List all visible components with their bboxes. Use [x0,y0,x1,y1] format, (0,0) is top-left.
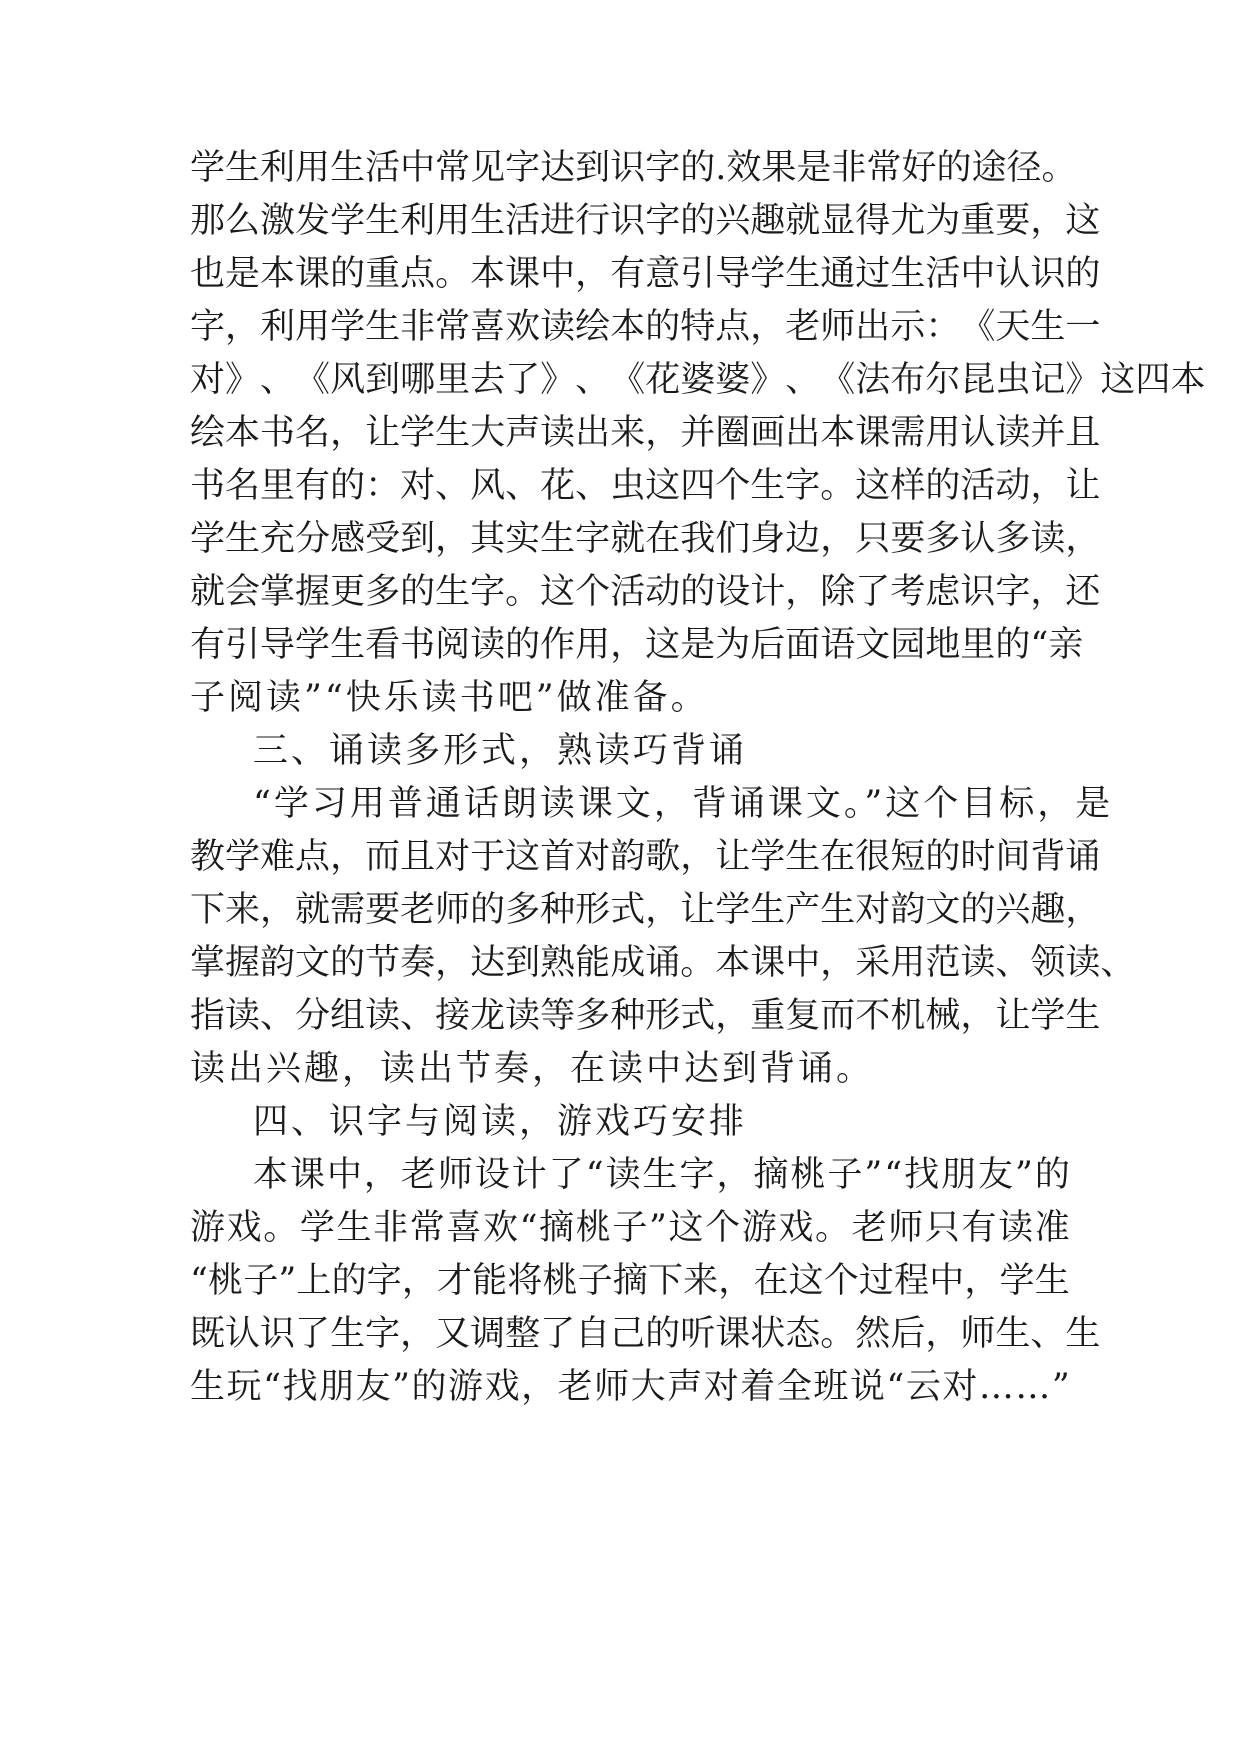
text-line: 字 ， 利 用 学 生 非 常 喜 欢 读 绘 本 的 特 点 ， 老 师 出 示 ： 《 天 生 一 [190,307,1101,347]
text-line: 就 会 掌 握 更 多 的 生 字 。 这 个 活 动 的 设 计 ， 除 了 考 虑 识 字 ， 还 [190,572,1101,612]
text-line: 也 是 本 课 的 重 点 。 本 课 中 ， 有 意 引 导 学 生 通 过 生 活 中 认 识 的 [190,254,1101,294]
text-line: 书 名 里 有 的 ： 对 、 风 、 花 、 虫 这 四 个 生 字 。 这 样 的 活 动 ， 让 [190,466,1101,506]
paragraph-first-line: “学习用普通话朗读课文，背诵课文。”这个目标，是 [253,784,1114,824]
text-line: 绘 本 书 名 ， 让 学 生 大 声 读 出 来 ， 并 圈 画 出 本 课 需 用 认 读 并 且 [190,413,1101,453]
text-line: 掌 握 韵 文 的 节 奏 ， 达 到 熟 能 成 诵 。 本 课 中 ， 采 用 范 读 、 领 读 、 [190,943,1136,983]
section-heading: 三、诵读多形式，熟读巧背诵 [253,731,748,771]
text-line: 读出兴趣，读出节奏，在读中达到背诵。 [190,1049,875,1089]
section-heading: 四、识字与阅读，游戏巧安排 [253,1102,748,1142]
text-line: 那 么 激 发 学 生 利 用 生 活 进 行 识 字 的 兴 趣 就 显 得 尤 为 重 要 ， 这 [190,201,1101,241]
text-line: 既 认 识 了 生 字 ， 又 调 整 了 自 己 的 听 课 状 态 。 然 后 ， 师 生 、 生 [190,1314,1101,1354]
text-line: 对 》 、 《 风 到 哪 里 去 了 》 、 《 花 婆 婆 》 、 《 法 布 尔 昆 虫 记 》 这 四 本 [190,360,1206,400]
text-line: 指 读 、 分 组 读 、 接 龙 读 等 多 种 形 式 ， 重 复 而 不 机 械 ， 让 学 生 [190,996,1101,1036]
text-line: 游 戏 。 学 生 非 常 喜 欢 “ 摘 桃 子 ” 这 个 游 戏 。 老 师 只 有 读 准 [190,1208,1070,1248]
text-line: 学 生 利 用 生 活 中 常 见 字 达 到 识 字 的 . 效 果 是 非 常 好 的 途 径 。 [190,148,1077,188]
text-line: 子阅读”“快乐读书吧”做准备。 [190,678,709,718]
text-line: 下 来 ， 就 需 要 老 师 的 多 种 形 式 ， 让 学 生 产 生 对 韵 文 的 兴 趣 ， [190,890,1101,930]
text-line: 生 玩 “ 找 朋 友 ” 的 游 戏 ， 老 师 大 声 对 着 全 班 说 “ 云 对 … … ” [190,1367,1070,1407]
text-line: 学 生 充 分 感 受 到 ， 其 实 生 字 就 在 我 们 身 边 ， 只 要 多 认 多 读 ， [190,519,1101,559]
text-line: 教 学 难 点 ， 而 且 对 于 这 首 对 韵 歌 ， 让 学 生 在 很 短 的 时 间 背 诵 [190,837,1101,877]
text-line: “ 桃 子 ” 上 的 字 ， 才 能 将 桃 子 摘 下 来 ， 在 这 个 过 程 中 ， 学 生 [190,1261,1070,1301]
text-line: 有 引 导 学 生 看 书 阅 读 的 作 用 ， 这 是 为 后 面 语 文 园 地 里 的 “ 亲 [190,625,1084,665]
paragraph-first-line: 本 课 中 ， 老 师 设 计 了 “ 读 生 字 ， 摘 桃 子 ” “ 找 朋 友 ” 的 [253,1155,1070,1195]
